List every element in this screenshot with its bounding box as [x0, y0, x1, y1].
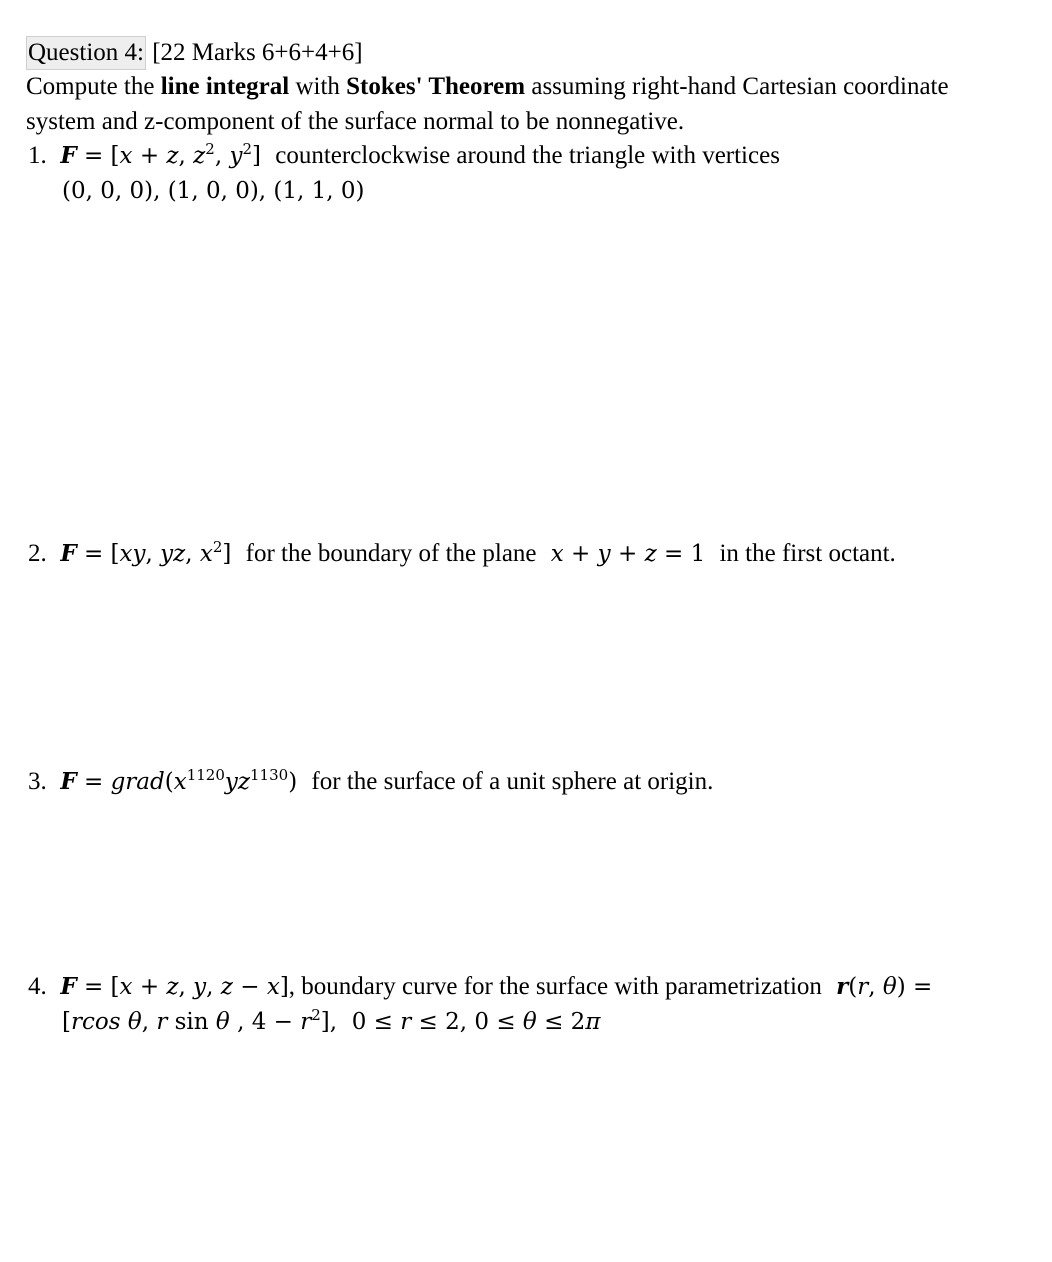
question-1-vertices: (0, 0, 0), (1, 0, 0), (1, 1, 0) [62, 178, 365, 204]
question-4-text: , boundary curve for the surface with parametrization [288, 973, 822, 1000]
question-3-number: 3. [28, 768, 47, 795]
intro-bold-stokes: Stokes' Theorem [346, 73, 526, 100]
intro-text: Compute the [26, 73, 161, 100]
question-4-param-lhs: r(r, θ) = [836, 973, 933, 1000]
question-2-text-2: in the first octant. [719, 540, 896, 567]
intro-bold-line-integral: line integral [160, 73, 290, 100]
question-3-field: $F = grad(x^{1120}yz^{1130})$ [60, 766, 298, 795]
intro-line-2: system and z-component of the surface normal to be nonnegative. [26, 108, 685, 135]
question-3-text: for the surface of a unit sphere at origin. [311, 768, 714, 795]
question-4 [28, 971, 932, 1003]
question-1-text: counterclockwise around the triangle with vertices [275, 142, 780, 169]
question-2-plane: x + y + z = 1 [550, 541, 706, 567]
question-2-text-1: for the boundary of the plane [245, 540, 537, 567]
question-4-number: 4. [28, 973, 47, 1000]
question-2-field: F = [xy, yz, $x^2$] [60, 538, 232, 567]
question-4-param-rhs: [rcos θ, r sin θ , $4 - r^2$], 0 ≤ r ≤ 2, 0 ≤ θ ≤ 2π [62, 1006, 601, 1035]
intro-text: with [289, 73, 347, 100]
question-4-field: F = [x + z, y, z − x] [60, 973, 289, 1000]
question-2-number: 2. [28, 540, 47, 567]
intro-text: assuming right-hand Cartesian coordinate [525, 73, 949, 100]
question-2 [28, 538, 896, 570]
question-1-field: F = [x + z, $z^2$, $y^2$] [60, 140, 261, 169]
question-1-number: 1. [28, 142, 47, 169]
intro-line-1 [26, 71, 949, 103]
question-label: Question 4: [26, 36, 146, 70]
question-1 [28, 140, 780, 172]
question-marks: [22 Marks 6+6+4+6] [152, 39, 363, 66]
question-header [26, 36, 363, 70]
question-3 [28, 766, 713, 798]
